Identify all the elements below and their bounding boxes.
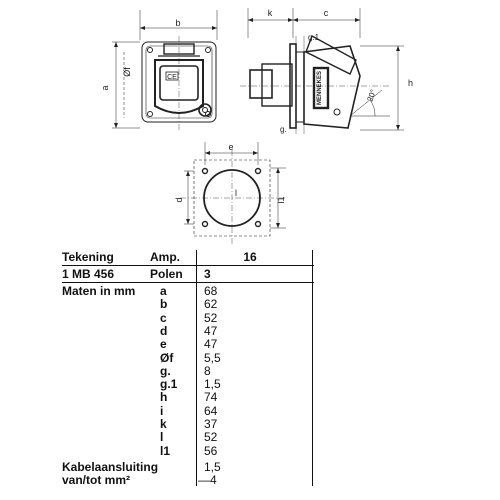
dim-label-angle: 20° [365, 88, 379, 103]
model-number: 1 MB 456 [62, 267, 115, 281]
header-rule-1 [62, 265, 314, 266]
dim-label-k: k [267, 8, 273, 18]
column-rule-left [196, 250, 197, 486]
kabel-value-2: —4 [198, 473, 217, 487]
dimension-value: 8 [204, 363, 211, 378]
kabel-label-1: Kabelaansluiting [62, 460, 159, 474]
dimension-key: g.1 [160, 377, 178, 392]
cutout-view [174, 142, 286, 244]
dimension-key: g. [160, 363, 171, 378]
maten-label: Maten in mm [62, 284, 136, 298]
dimension-value: 74 [204, 390, 218, 405]
dimension-key: l [160, 430, 164, 445]
dimension-key: k [160, 417, 167, 431]
svg-text:CE: CE [167, 74, 177, 81]
dim-label-l: l [235, 188, 237, 198]
dimension-key: d [160, 323, 168, 338]
header-amp-label: Amp. [150, 250, 180, 264]
dimension-value: 56 [204, 443, 218, 458]
dimension-key: h [160, 390, 168, 405]
dim-label-h: h [408, 78, 414, 88]
header-amp-value: 16 [243, 250, 257, 264]
dimension-key: i [160, 403, 164, 418]
dimension-value: 5,5 [204, 350, 221, 365]
header-polen-value: 3 [204, 267, 211, 281]
dim-label-a: a [100, 85, 110, 91]
dim-label-b: b [175, 18, 181, 28]
dimension-value: 37 [204, 417, 218, 431]
svg-text:MENNEKES: MENNEKES [317, 70, 323, 106]
dimension-value: 52 [204, 430, 218, 445]
dimension-value: 62 [204, 297, 218, 312]
dimension-value: 64 [204, 403, 218, 418]
dimension-value: 52 [204, 310, 218, 325]
dim-label-d: d [174, 197, 184, 203]
technical-drawings [0, 0, 500, 245]
dim-label-e: e [228, 142, 234, 152]
dim-label-f: Øf [122, 67, 132, 77]
dim-label-g1: g.1 [308, 33, 320, 42]
dimension-value: 1,5 [204, 377, 221, 392]
header-polen-label: Polen [150, 267, 183, 281]
spec-table [0, 248, 500, 500]
dimension-key: Øf [160, 350, 174, 365]
kabel-label-2: van/tot mm² [62, 473, 131, 487]
dimension-value: 47 [204, 337, 218, 352]
side-view [240, 8, 413, 134]
dimension-value: 68 [204, 284, 218, 298]
front-view [100, 10, 217, 132]
dimension-key: e [160, 337, 167, 352]
column-rule-right [312, 250, 313, 486]
dim-label-c: c [323, 8, 329, 18]
header-rule-2 [62, 282, 314, 283]
dimension-key: l1 [160, 443, 171, 458]
header-tekening: Tekening [62, 250, 114, 264]
dim-label-g: g. [280, 125, 287, 134]
dimension-key: a [160, 284, 167, 298]
dimension-key: b [160, 297, 168, 312]
dimension-key: c [160, 310, 167, 325]
kabel-value-1: 1,5 [204, 460, 221, 474]
dim-label-l1: l1 [276, 196, 286, 204]
dimension-value: 47 [204, 323, 218, 338]
